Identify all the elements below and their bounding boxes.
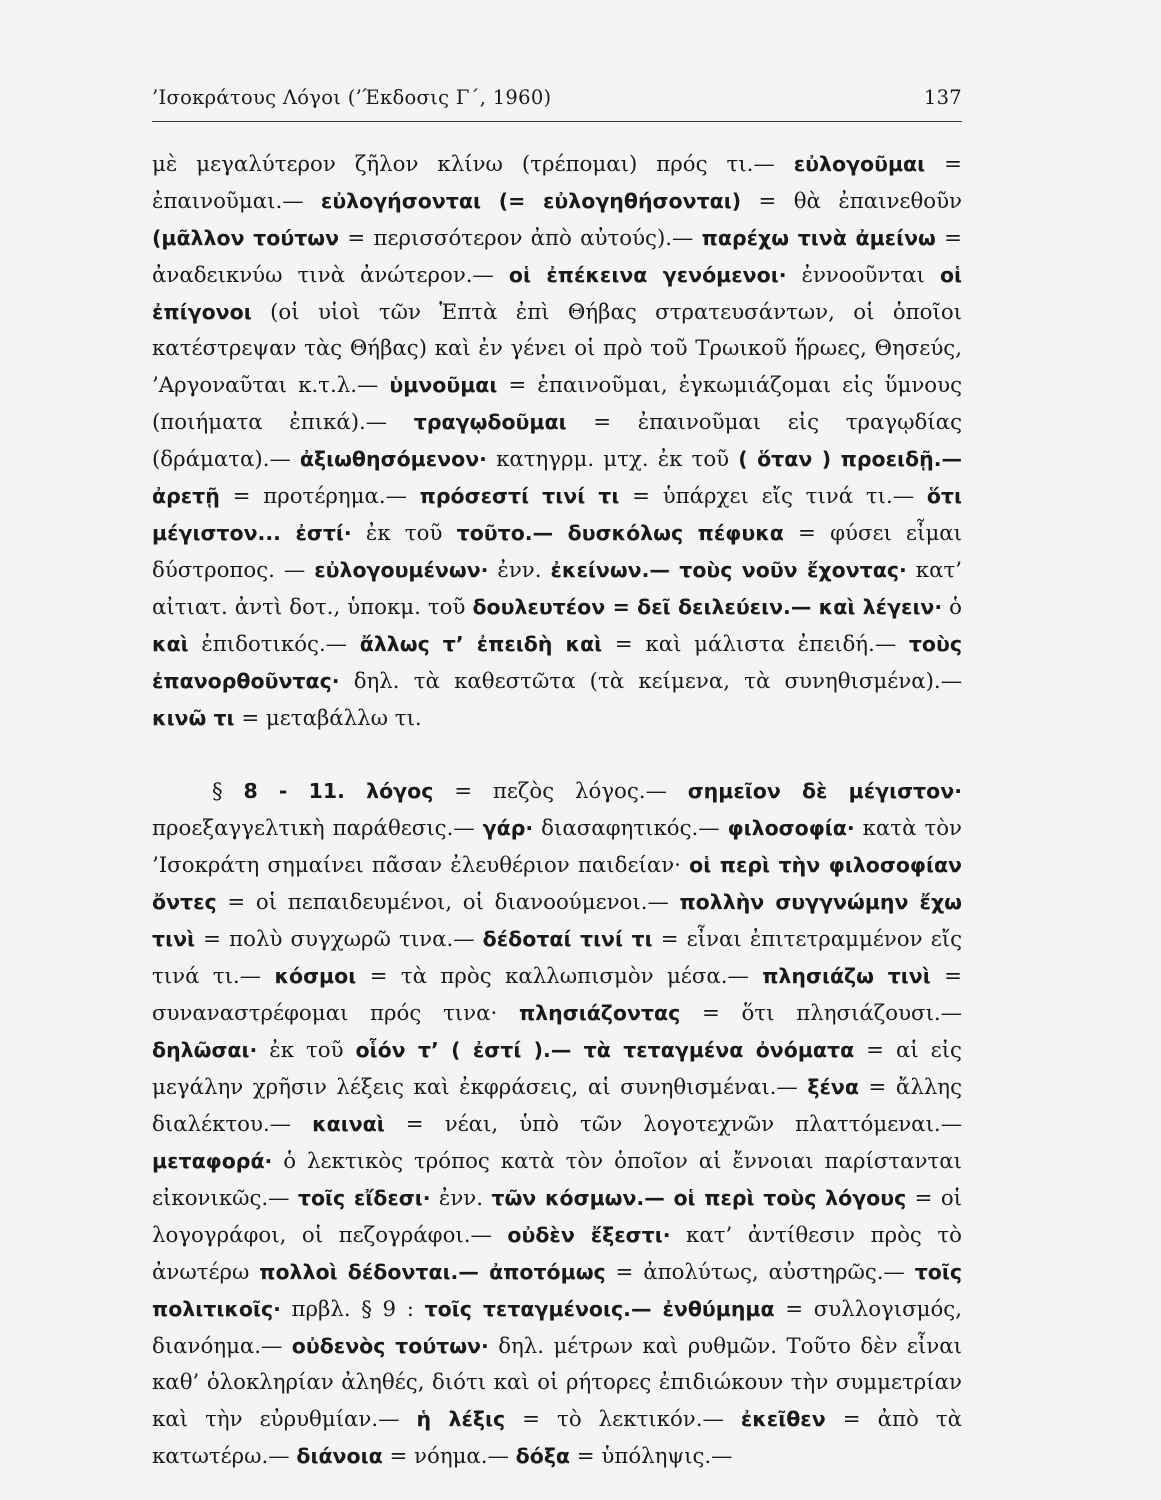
lemma-term: ἄλλως τ’ ἐπειδὴ καὶ xyxy=(359,632,603,656)
gloss-text: ἐκ τοῦ xyxy=(257,1038,356,1063)
gloss-text: ἐνν. xyxy=(430,1186,492,1211)
running-header xyxy=(152,86,962,118)
gloss-text: δηλ. μέτρων καὶ ρυθμῶν. Τοῦτο δὲν εἶναι καθ’ ὁλοκληρίαν ἀληθές, διότι καὶ οἱ ρήτορες ἐπιδιώκουν τὴν συμμετρίαν καὶ τὴν εὐρυθμίαν.— xyxy=(152,1334,962,1432)
gloss-text: = προτέρημα.— xyxy=(219,484,420,509)
lemma-term: ὅτι μέγιστον... ἐστί· xyxy=(152,484,962,545)
lemma-term: ὑμνοῦμαι xyxy=(389,373,498,397)
lemma-term: τοῖς πολιτικοῖς· xyxy=(152,1260,962,1321)
lemma-term: κόσμοι xyxy=(274,964,357,988)
gloss-text: = ἀναδεικνύω τινὰ ἀνώτερον.— xyxy=(152,226,962,288)
lemma-term: εὐλογοῦμαι xyxy=(793,152,926,176)
gloss-text: δηλ. τὰ καθεστῶτα (τὰ κείμενα, τὰ συνηθισμένα).— xyxy=(339,669,962,694)
gloss-text: ἐννοοῦνται xyxy=(786,263,940,288)
lemma-term: κινῶ τι xyxy=(152,706,235,730)
gloss-text: ὁ λεκτικὸς τρόπος κατὰ τὸν ὁποῖον αἱ ἔννοιαι παρίστανται εἰκονικῶς.— xyxy=(152,1149,962,1211)
gloss-text: = ἀπολύτως, αὐστηρῶς.— xyxy=(605,1260,915,1285)
lemma-term: πλησιάζω τινὶ xyxy=(762,964,931,988)
lemma-term: ἡ λέξις xyxy=(416,1407,506,1431)
lemma-term: δόξα xyxy=(515,1444,571,1468)
lemma-term: δηλῶσαι· xyxy=(152,1038,258,1062)
gloss-text: = μεταβάλλω τι. xyxy=(234,706,422,731)
gloss-text: = νέαι, ὑπὸ τῶν λογοτεχνῶν πλαττόμεναι.— xyxy=(384,1112,962,1137)
lemma-term: πρόσεστί τινί τι xyxy=(419,484,620,508)
gloss-text: = συναναστρέφομαι πρός τινα· xyxy=(152,964,962,1026)
gloss-text: = οἱ πεπαιδευμένοι, οἱ διανοούμενοι.— xyxy=(216,890,680,915)
lemma-term: ξένα xyxy=(807,1075,859,1099)
gloss-text: = θὰ ἐπαινεθοῦν xyxy=(741,189,962,214)
header-rule xyxy=(152,121,962,122)
lemma-term: ἐκείνων.— τοὺς νοῦν ἔχοντας· xyxy=(550,558,907,582)
gloss-text: = τὰ πρὸς καλλωπισμὸν μέσα.— xyxy=(356,964,763,989)
gloss-text: = πολὺ συγχωρῶ τινα.— xyxy=(195,927,483,952)
gloss-text: = ἄλλης διαλέκτου.— xyxy=(152,1075,962,1137)
page-number: 137 xyxy=(923,86,962,109)
gloss-text: = συλλογισμός, διανόημα.— xyxy=(152,1297,962,1359)
lemma-term: οἱ ἐπίγονοι xyxy=(152,263,963,324)
lemma-term: (μᾶλλον τούτων xyxy=(152,226,340,250)
gloss-text: μὲ μεγαλύτερον ζῆλον κλίνω (τρέπομαι) πρός τι.— xyxy=(152,152,794,177)
lemma-term: τοῖς εἴδεσι· xyxy=(297,1186,431,1210)
lemma-term: φιλοσοφία· xyxy=(727,816,855,840)
gloss-text: = οἱ λογογράφοι, οἱ πεζογράφοι.— xyxy=(152,1186,963,1248)
gloss-text: κατ’ ἀντίθεσιν πρὸς τὸ ἀνωτέρω xyxy=(152,1223,963,1285)
lemma-term: εὐλογήσονται (= εὐλογηθήσονται) xyxy=(320,189,742,213)
commentary-paragraph-2 xyxy=(152,773,962,1475)
lemma-term: ( ὅταν ) προειδῇ.— ἀρετῇ xyxy=(152,447,962,508)
gloss-text: = νόημα.— xyxy=(382,1444,516,1469)
gloss-text: = ἐπαινοῦμαι, ἐγκωμιάζομαι εἰς ὕμνους (ποιήματα ἐπικά).— xyxy=(152,373,963,435)
gloss-text: = εἶναι ἐπιτετραμμένον εἴς τινά τι.— xyxy=(152,927,962,989)
lemma-term: πολλοὶ δέδονται.— ἀποτόμως xyxy=(259,1260,606,1284)
lemma-term: ἐκεῖθεν xyxy=(740,1407,826,1431)
gloss-text: πρβλ. § 9 : xyxy=(280,1297,425,1322)
gloss-text: = πεζὸς λόγος.— xyxy=(433,779,688,804)
lemma-term: οἱ περὶ τὴν φιλοσοφίαν ὄντες xyxy=(152,853,962,914)
lemma-term: οὐδὲν ἔξεστι· xyxy=(507,1223,671,1247)
commentary-paragraph-1 xyxy=(152,146,962,737)
lemma-term: γάρ· xyxy=(482,816,534,840)
lemma-term: δέδοταί τινί τι xyxy=(482,927,653,951)
gloss-text: = ἐπαινοῦμαι.— xyxy=(152,152,962,214)
lemma-term: παρέχω τινὰ ἀμείνω xyxy=(701,226,936,250)
lemma-term: πολλὴν συγγνώμην ἔχω τινὶ xyxy=(152,890,962,951)
gloss-text: (οἱ υἱοὶ τῶν Ἑπτὰ ἐπὶ Θήβας στρατευσάντων, οἱ ὁποῖοι κατέστρεψαν τὰς Θήβας) καὶ ἐν γένει οἱ πρὸ τοῦ Τρωικοῦ ἥρωες, Θησεύς, ’Αργοναῦται κ.τ.λ.— xyxy=(152,300,962,398)
gloss-text: κατ’ αἰτιατ. ἀντὶ δοτ., ὑποκμ. τοῦ xyxy=(152,558,963,620)
gloss-text: § xyxy=(212,779,244,804)
gloss-text: κατὰ τὸν ’Ισοκράτη σημαίνει πᾶσαν ἐλευθέριον παιδείαν· xyxy=(152,816,962,878)
lemma-term: εὐλογουμένων· xyxy=(314,558,489,582)
lemma-term: μεταφορά· xyxy=(152,1149,273,1173)
running-title: ’Ισοκράτους Λόγοι (’Έκδοσις Γ΄, 1960) xyxy=(152,86,552,109)
lemma-term: πλησιάζοντας xyxy=(518,1001,681,1025)
gloss-text: = ἀπὸ τὰ κατωτέρω.— xyxy=(152,1407,962,1469)
gloss-text: = ἐπαινοῦμαι εἰς τραγῳδίας (δράματα).— xyxy=(152,410,962,472)
gloss-text: = αἱ εἰς μεγάλην χρῆσιν λέξεις καὶ ἐκφράσεις, αἱ συνηθισμέναι.— xyxy=(152,1038,962,1100)
lemma-term: καὶ xyxy=(152,632,189,656)
commentary-text xyxy=(152,146,962,1475)
gloss-text: = ὑπόληψις.— xyxy=(570,1444,733,1469)
gloss-text: προεξαγγελτικὴ παράθεσις.— xyxy=(152,816,483,841)
gloss-text: ὁ xyxy=(942,595,963,620)
gloss-text: = περισσότερον ἀπὸ αὐτούς).— xyxy=(339,226,702,251)
gloss-text: κατηγρμ. μτχ. ἐκ τοῦ xyxy=(486,447,739,472)
gloss-text: ἐκ τοῦ xyxy=(351,521,457,546)
lemma-term: οἱ ἐπέκεινα γενόμενοι· xyxy=(508,263,787,287)
lemma-term: διάνοια xyxy=(296,1444,383,1468)
lemma-term: τοὺς ἐπανορθοῦντας· xyxy=(152,632,962,693)
lemma-term: σημεῖον δὲ μέγιστον· xyxy=(687,779,962,803)
gloss-text: = ὅτι πλησιάζουσι.— xyxy=(680,1001,962,1026)
lemma-term: ἀξιωθησόμενον· xyxy=(299,447,487,471)
gloss-text: = φύσει εἶμαι δύστροπος. — xyxy=(152,521,963,583)
lemma-term: καιναὶ xyxy=(312,1112,385,1136)
lemma-term: 8 - 11. λόγος xyxy=(243,779,434,803)
gloss-text: = ὑπάρχει εἴς τινά τι.— xyxy=(619,484,927,509)
lemma-term: τραγῳδοῦμαι xyxy=(413,410,567,434)
gloss-text: διασαφητικός.— xyxy=(533,816,728,841)
gloss-text: ἐνν. xyxy=(488,558,551,583)
lemma-term: τοῖς τεταγμένοις.— ἐνθύμημα xyxy=(424,1297,775,1321)
lemma-term: οἷόν τ’ ( ἐστί ).— τὰ τεταγμένα ὀνόματα xyxy=(355,1038,855,1062)
lemma-term: τοῦτο.— δυσκόλως πέφυκα xyxy=(456,521,784,545)
lemma-term: οὐδενὸς τούτων· xyxy=(291,1334,489,1358)
lemma-term: δουλευτέον = δεῖ δειλεύειν.— καὶ λέγειν· xyxy=(472,595,943,619)
gloss-text: = τὸ λεκτικόν.— xyxy=(505,1407,741,1432)
lemma-term: τῶν κόσμων.— οἱ περὶ τοὺς λόγους xyxy=(491,1186,907,1210)
gloss-text: = καὶ μάλιστα ἐπειδή.— xyxy=(602,632,909,657)
gloss-text: ἐπιδοτικός.— xyxy=(188,632,360,657)
